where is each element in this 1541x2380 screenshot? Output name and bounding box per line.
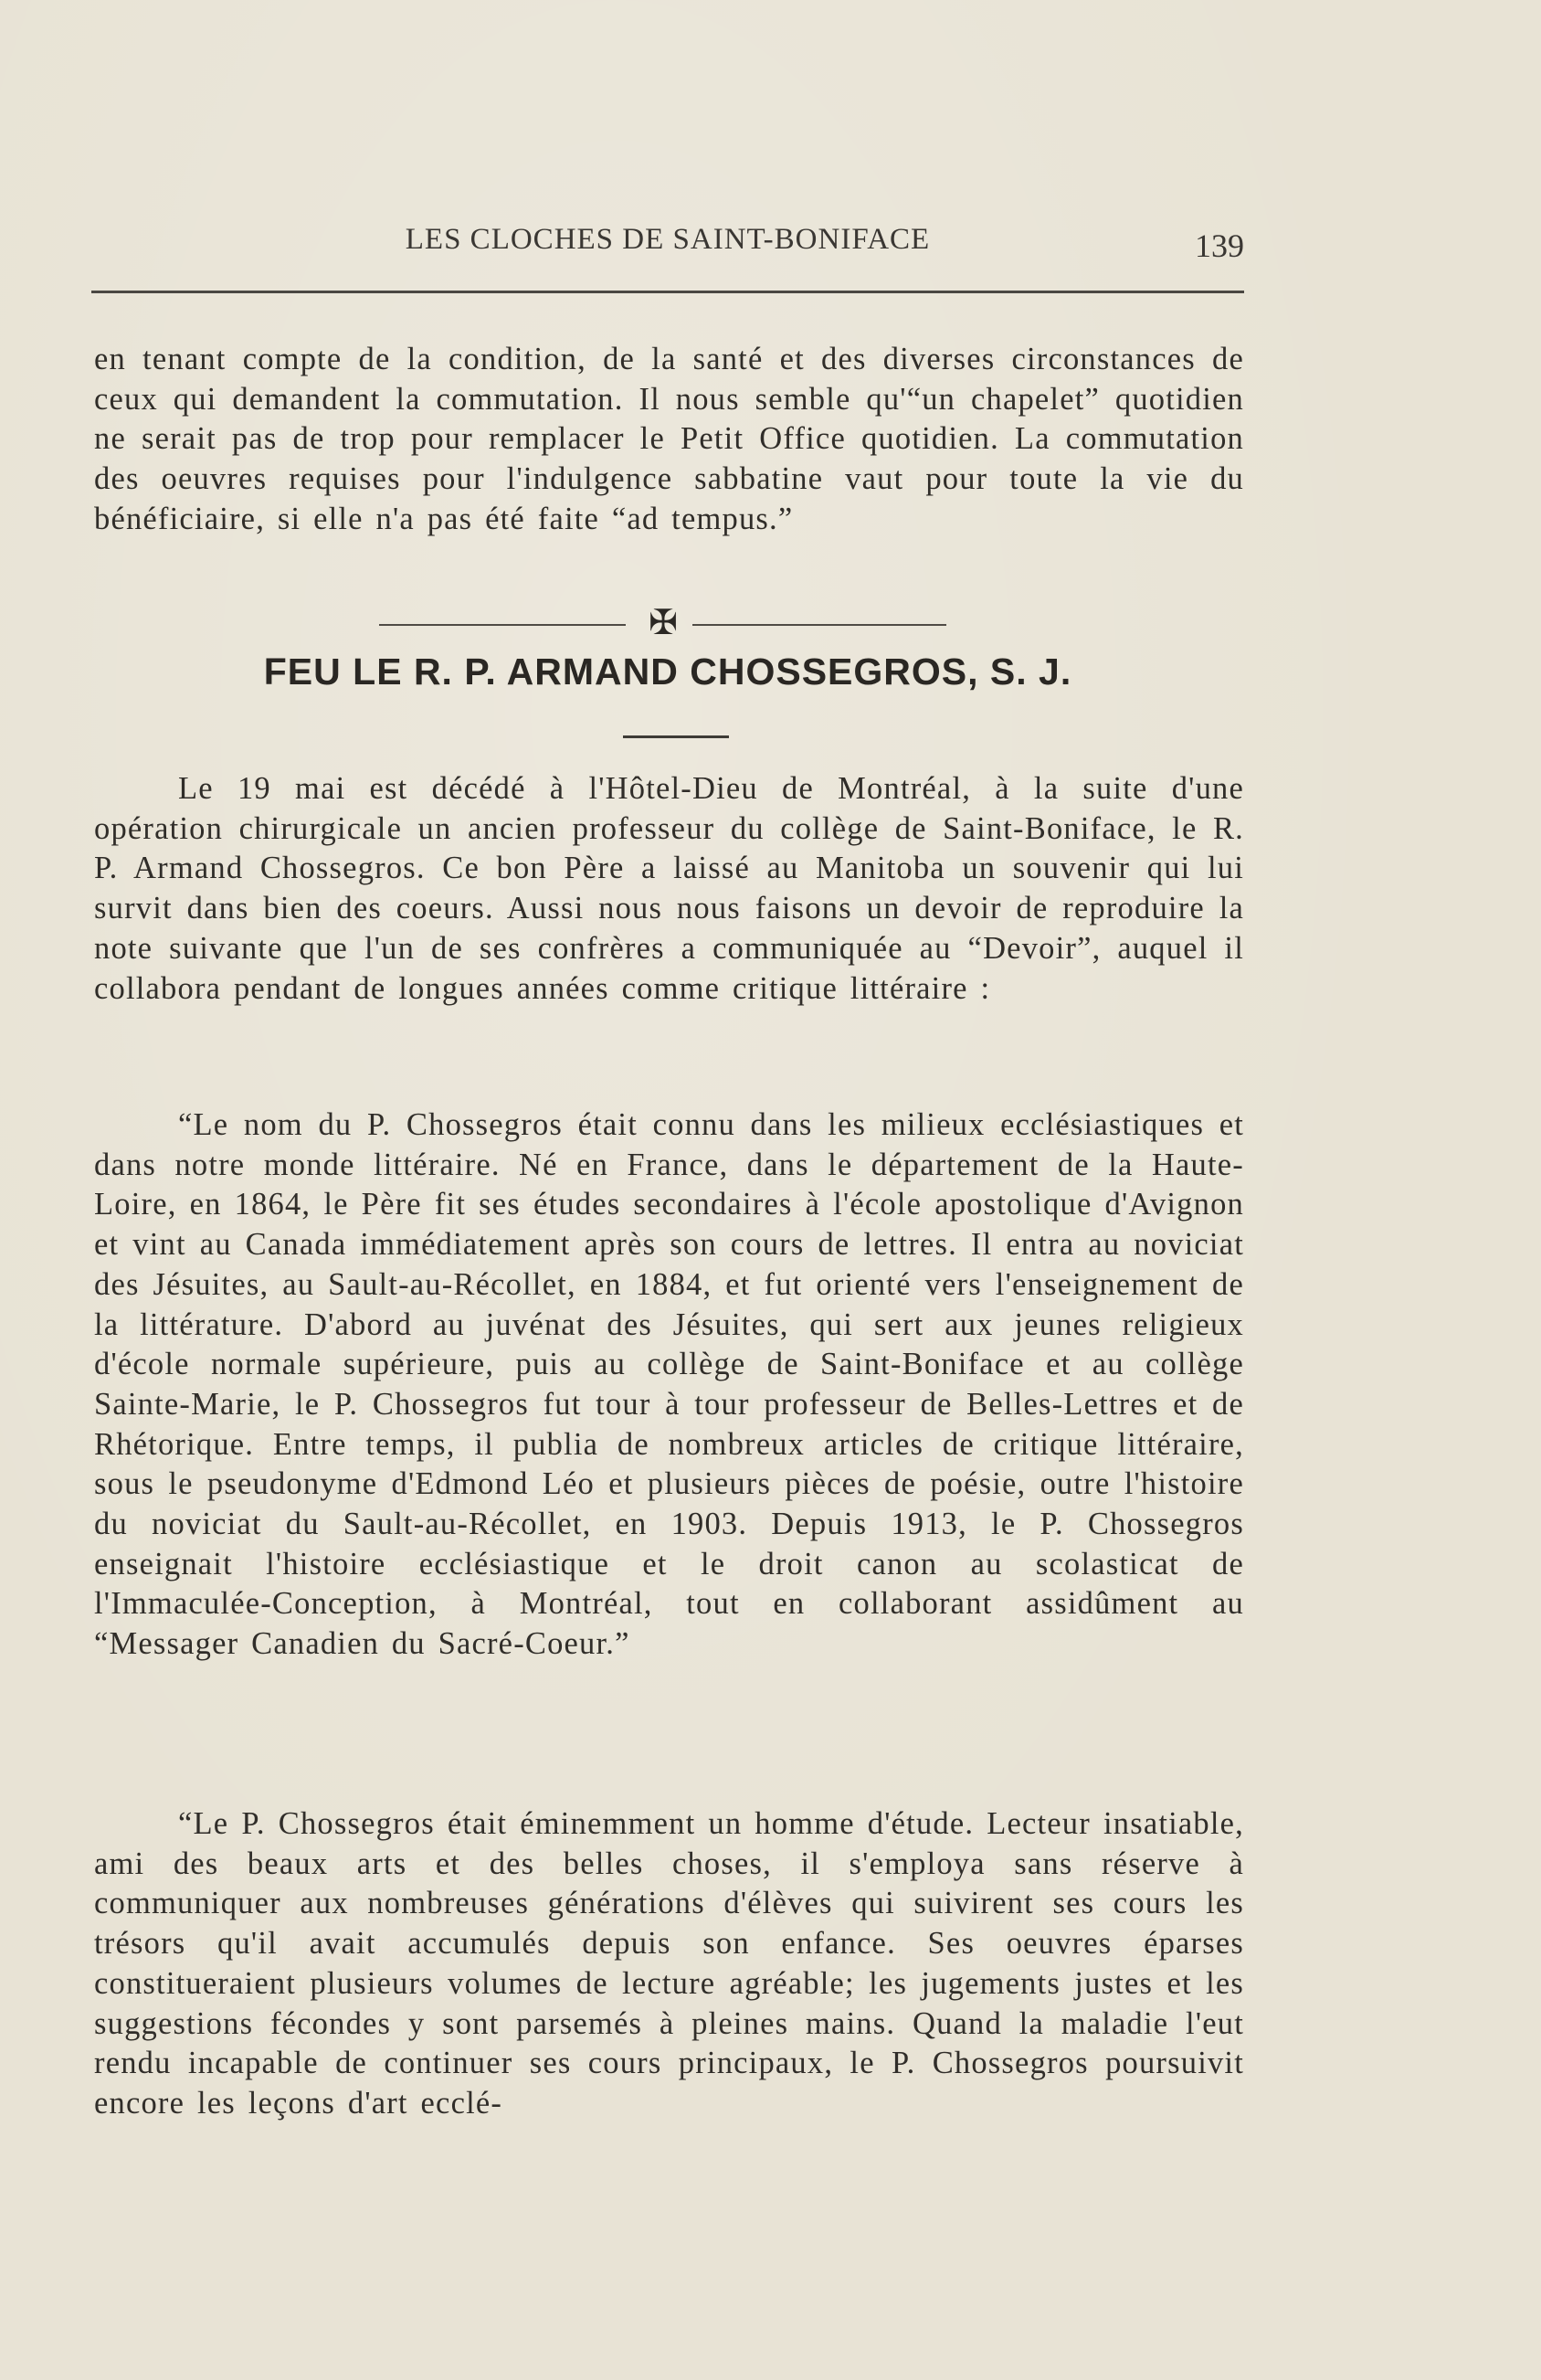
paragraph-text: “Le nom du P. Chossegros était connu dans les milieux ecclésiastiques et dans notre monde littéraire. Né en France, dans le département de la Haute-Loire, en 1864, le Père fit ses études secondaires à l'école apostolique d'Avignon et vint au Canada immédiatement après son cours de lettres. Il entra au noviciat des Jésuites, au Sault-au-Récollet, en 1884, et fut orienté vers l'enseignement de la littérature. D'abord au juvénat des Jésuites, qui sert aux jeunes religieux d'école normale supérieure, puis au collège de Saint-Boniface et au collège Sainte-Marie, le P. Chossegros fut tour à tour professeur de Belles-Lettres et de Rhétorique. Entre temps, il publia de nombreux articles de critique littéraire, sous le pseudonyme d'Edmond Léo et plusieurs pièces de poésie, outre l'histoire du noviciat du Sault-au-Récollet, en 1903. Depuis 1913, le P. Chossegros enseignait l'histoire ecclésiastique et le droit canon au scolasticat de l'Immaculée-Conception, à Montréal, tout en collaborant assidûment au “Messager Canadien du Sacré-Coeur.”: [94, 1107, 1244, 1662]
paragraph-text: Le 19 mai est décédé à l'Hôtel-Dieu de Montréal, à la suite d'une opération chirurgicale un ancien professeur du collège de Saint-Boniface, le R. P. Armand Chossegros. Ce bon Père a laissé au Manitoba un souvenir qui lui survit dans bien des coeurs. Aussi nous nous faisons un devoir de reproduire la note suivante que l'un de ses confrères a communiquée au “Devoir”, auquel il collabora pendant de longues années comme critique littéraire :: [94, 771, 1244, 1006]
header-rule: [91, 291, 1244, 293]
article-paragraph-2: [94, 1105, 1244, 1665]
article-paragraph-3: [94, 1804, 1244, 2124]
ornament-rule-right: [692, 624, 946, 626]
article-title: FEU LE R. P. ARMAND CHOSSEGROS, S. J.: [263, 651, 1072, 693]
page-number: 139: [1195, 227, 1244, 264]
paragraph-text: “Le P. Chossegros était éminemment un homme d'étude. Lecteur insatiable, ami des beaux arts et des belles choses, il s'employa sans réserve à communiquer aux nombreuses générations d'élèves qui suivirent ses cours les trésors qu'il avait accumulés depuis son enfance. Ses oeuvres éparses constitueraient plusieurs volumes de lecture agréable; les jugements justes et les suggestions fécondes y sont parsemés à pleines mains. Quand la maladie l'eut rendu incapable de continuer ses cours principaux, le P. Chossegros poursuivit encore les leçons d'art ecclé-: [94, 1806, 1244, 2121]
article-paragraph-1: [94, 769, 1244, 1009]
paragraph-text: en tenant compte de la condition, de la santé et des diverses circonstances de ceux qui demandent la commutation. Il nous semble qu'“un chapelet” quotidien ne serait pas de trop pour remplacer le Petit Office quotidien. La commutation des oeuvres requises pour l'indulgence sabbatine vaut pour toute la vie du bénéficiaire, si elle n'a pas été faite “ad tempus.”: [94, 342, 1244, 536]
running-title: LES CLOCHES DE SAINT-BONIFACE: [405, 223, 931, 256]
running-header: [91, 219, 1244, 274]
continued-paragraph: [94, 340, 1244, 540]
title-rule: [623, 735, 729, 738]
ornament-rule-left: [379, 624, 626, 626]
maltese-cross-icon: ✠: [649, 604, 678, 642]
